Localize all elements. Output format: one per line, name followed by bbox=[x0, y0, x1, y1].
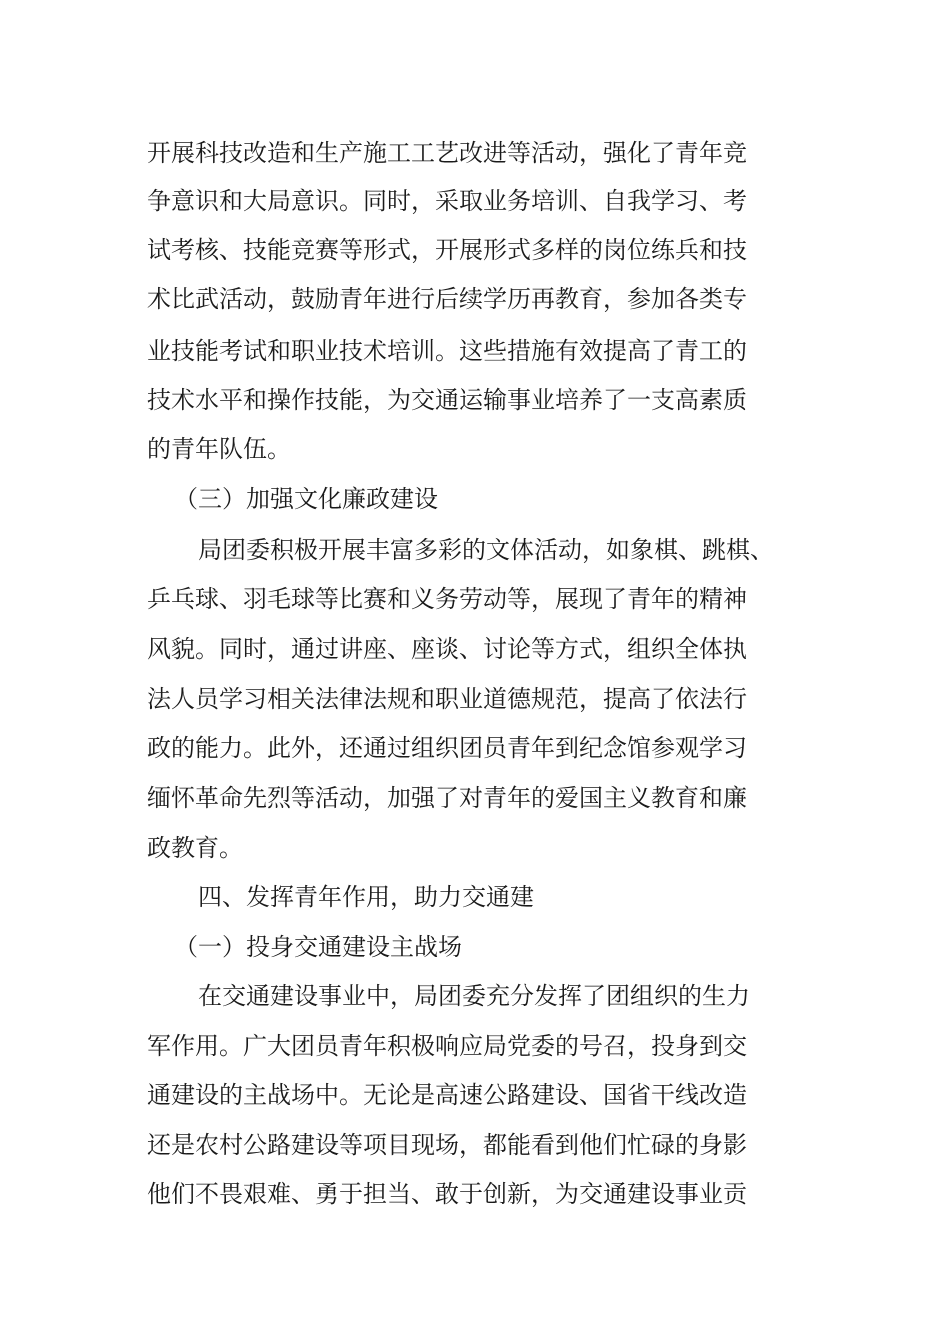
body-text-line: 军作用。广大团员青年积极响应局党委的号召，投身到交 bbox=[147, 1032, 747, 1060]
section-heading: （三）加强文化廉政建设 bbox=[174, 485, 438, 513]
body-text-line: 的青年队伍。 bbox=[147, 435, 291, 463]
body-text-line: 开展科技改造和生产施工工艺改进等活动，强化了青年竞 bbox=[147, 139, 747, 167]
body-text-line: 通建设的主战场中。无论是高速公路建设、国省干线改造 bbox=[147, 1081, 747, 1109]
body-text-line: 试考核、技能竞赛等形式，开展形式多样的岗位练兵和技 bbox=[147, 236, 747, 264]
body-text-line: 缅怀革命先烈等活动，加强了对青年的爱国主义教育和廉 bbox=[147, 784, 747, 812]
chapter-heading: 四、发挥青年作用，助力交通建 bbox=[198, 883, 534, 911]
body-text-line: 乒乓球、羽毛球等比赛和义务劳动等，展现了青年的精神 bbox=[147, 585, 747, 613]
body-text-line: 术比武活动，鼓励青年进行后续学历再教育，参加各类专 bbox=[147, 285, 747, 313]
body-text-line: 政教育。 bbox=[147, 834, 243, 862]
body-text-line: 争意识和大局意识。同时，采取业务培训、自我学习、考 bbox=[147, 187, 747, 215]
body-text-line: 还是农村公路建设等项目现场，都能看到他们忙碌的身影 bbox=[147, 1131, 747, 1159]
body-text-line: 技术水平和操作技能，为交通运输事业培养了一支高素质 bbox=[147, 386, 747, 414]
section-heading: （一）投身交通建设主战场 bbox=[174, 933, 462, 961]
body-text-line: 在交通建设事业中，局团委充分发挥了团组织的生力 bbox=[198, 982, 750, 1010]
body-text-line: 法人员学习相关法律法规和职业道德规范，提高了依法行 bbox=[147, 685, 747, 713]
body-text-line: 局团委积极开展丰富多彩的文体活动，如象棋、跳棋、 bbox=[198, 536, 774, 564]
body-text-line: 他们不畏艰难、勇于担当、敢于创新，为交通建设事业贡 bbox=[147, 1180, 747, 1208]
body-text-line: 风貌。同时，通过讲座、座谈、讨论等方式，组织全体执 bbox=[147, 635, 747, 663]
body-text-line: 政的能力。此外，还通过组织团员青年到纪念馆参观学习 bbox=[147, 734, 747, 762]
body-text-line: 业技能考试和职业技术培训。这些措施有效提高了青工的 bbox=[147, 337, 747, 365]
